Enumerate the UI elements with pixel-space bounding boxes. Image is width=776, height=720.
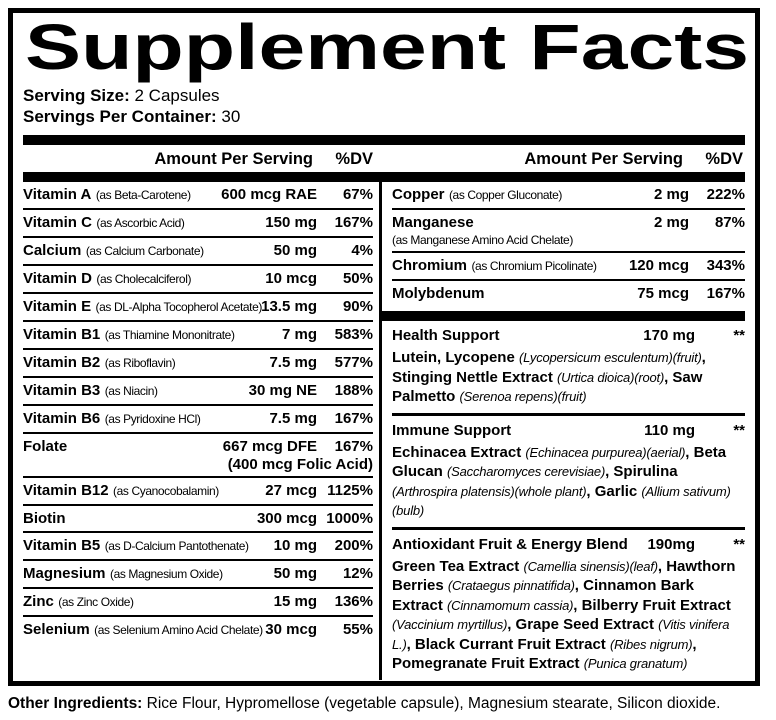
blend-ingredient-text: , Black Currant Fruit Extract xyxy=(406,635,610,653)
nutrient-row xyxy=(23,294,373,322)
nutrient-row-line xyxy=(23,438,373,456)
amount-per-serving-header: Amount Per Serving xyxy=(524,150,683,168)
nutrient-amount: 2 mg xyxy=(653,214,689,231)
blend-ingredient-text: , Stinging Nettle Extract xyxy=(392,349,706,386)
nutrient-row xyxy=(392,281,745,306)
divider-bar-under-header xyxy=(23,172,745,182)
blend-ingredient-text: , Saw Palmetto xyxy=(392,368,703,405)
svg-text:Supplement Facts: Supplement Facts xyxy=(25,17,749,83)
nutrient-name-cell xyxy=(392,214,650,232)
nutrient-amount: 30 mcg xyxy=(265,621,317,638)
nutrient-form: (as Chromium Picolinate) xyxy=(471,259,597,273)
blend-ingredient-text: , Beta Glucan xyxy=(392,443,727,480)
nutrient-dv: 167% xyxy=(334,438,373,455)
nutrient-dv: 12% xyxy=(342,565,373,582)
blend-amount: 110 mg xyxy=(644,421,695,439)
nutrient-name: Vitamin B12 xyxy=(23,482,109,499)
nutrient-form: (as Magnesium Oxide) xyxy=(109,567,223,581)
nutrient-name: Vitamin D xyxy=(23,270,92,287)
nutrient-name: Chromium xyxy=(392,257,467,274)
amount-per-serving-header: Amount Per Serving xyxy=(154,150,313,168)
nutrient-row-line xyxy=(23,621,373,640)
nutrient-name: Biotin xyxy=(23,510,66,527)
servings-per-container-label: Servings Per Container: xyxy=(23,107,217,126)
nutrient-form: (as Pyridoxine HCl) xyxy=(104,412,201,426)
nutrient-dv: 87% xyxy=(714,214,745,231)
nutrient-name: Magnesium xyxy=(23,565,106,582)
nutrient-row xyxy=(23,561,373,589)
nutrient-dv: 583% xyxy=(334,326,373,343)
nutrient-row xyxy=(23,533,373,561)
nutrient-row xyxy=(23,506,373,533)
servings-per-container-value: 30 xyxy=(221,107,241,126)
nutrient-row-line xyxy=(392,186,745,205)
nutrient-row-line xyxy=(23,326,373,345)
nutrient-row xyxy=(23,378,373,406)
nutrient-amount: 75 mcg xyxy=(637,285,689,302)
nutrient-amount: 2 mg xyxy=(653,186,689,203)
blend-dv: ** xyxy=(733,421,745,439)
nutrient-name: Vitamin C xyxy=(23,214,92,231)
nutrient-form: (as Zinc Oxide) xyxy=(58,595,134,609)
blend-ingredient-latin-name: (Echinacea purpurea)(aerial) xyxy=(525,444,686,460)
nutrient-name: Copper xyxy=(392,186,445,203)
nutrient-name: Vitamin A xyxy=(23,186,92,203)
nutrient-form: (as Riboflavin) xyxy=(104,356,176,370)
right-column-header xyxy=(382,150,745,169)
nutrient-dv: 343% xyxy=(706,257,745,274)
nutrient-row xyxy=(23,406,373,434)
nutrient-form: (as D-Calcium Pantothenate) xyxy=(104,539,249,553)
nutrient-name-cell xyxy=(23,186,217,205)
nutrient-form: (as Cyanocobalamin) xyxy=(113,484,219,498)
nutrient-dv: 90% xyxy=(342,298,373,315)
blend-amount: 190mg xyxy=(647,535,695,553)
nutrient-row-line xyxy=(392,257,745,276)
nutrient-row-line xyxy=(23,298,373,317)
blend-ingredient-latin-name: (Lycopersicum esculentum)(fruit) xyxy=(518,350,702,365)
nutrient-dv: 55% xyxy=(342,621,373,638)
blend-name: Immune Support xyxy=(392,421,512,439)
right-mineral-rows xyxy=(392,182,745,306)
nutrient-form: (as Calcium Carbonate) xyxy=(85,244,204,258)
blend-ingredient-latin-name: (Cinnamomum cassia) xyxy=(447,597,574,613)
table-header-row xyxy=(23,145,745,172)
nutrient-amount: 15 mg xyxy=(273,593,317,610)
nutrient-row-line xyxy=(392,285,745,303)
nutrient-row xyxy=(23,266,373,294)
blend-row xyxy=(392,321,745,416)
nutrient-name: Selenium xyxy=(23,621,90,638)
nutrient-name: Vitamin B5 xyxy=(23,537,101,554)
right-nutrient-column xyxy=(382,182,745,680)
nutrient-amount: 667 mcg DFE xyxy=(222,438,317,455)
nutrient-name: Calcium xyxy=(23,242,82,259)
nutrient-row xyxy=(23,322,373,350)
blend-header xyxy=(392,536,745,554)
blend-ingredient-latin-name: (Saccharomyces cerevisiae) xyxy=(447,464,606,479)
blend-ingredient-latin-name: (Serenoa repens)(fruit) xyxy=(459,389,587,404)
blend-ingredient-latin-name: (Ribes nigrum) xyxy=(609,636,693,652)
nutrient-name-cell xyxy=(23,242,270,261)
nutrient-row xyxy=(23,210,373,238)
blend-ingredient-text: , Grape Seed Extract xyxy=(507,616,659,633)
nutrient-name-cell xyxy=(392,285,633,303)
nutrient-name: Folate xyxy=(23,438,68,455)
serving-size-value: 2 Capsules xyxy=(134,86,220,105)
nutrient-form: (as Selenium Amino Acid Chelate) xyxy=(94,623,263,637)
blend-header xyxy=(392,422,745,440)
blend-ingredient-text: Lutein, Lycopene xyxy=(392,349,519,366)
nutrient-name: Vitamin B3 xyxy=(23,382,101,399)
nutrient-name: Vitamin B6 xyxy=(23,410,101,427)
nutrient-row xyxy=(23,182,373,210)
nutrient-name: Molybdenum xyxy=(392,285,485,302)
nutrient-name-cell xyxy=(23,326,278,345)
nutrient-dv: 167% xyxy=(334,410,373,427)
blend-ingredient-latin-name: (Crataegus pinnatifida) xyxy=(447,578,575,593)
nutrient-amount: 50 mg xyxy=(273,565,317,582)
nutrient-name-cell xyxy=(23,510,253,528)
nutrient-row xyxy=(23,238,373,266)
dv-header: %DV xyxy=(335,150,373,168)
blend-ingredient-latin-name: (Allium sativum)(bulb) xyxy=(392,483,731,518)
nutrient-dv: 577% xyxy=(334,354,373,371)
nutrient-row xyxy=(392,210,745,253)
nutrient-row-line xyxy=(392,214,745,232)
nutrient-name-cell xyxy=(23,298,262,317)
nutrient-row xyxy=(23,434,373,478)
nutrient-dv: 222% xyxy=(706,186,745,203)
blend-row xyxy=(392,416,745,530)
nutrient-form: (as Niacin) xyxy=(104,384,158,398)
page-title xyxy=(25,17,753,83)
nutrient-dv: 136% xyxy=(334,593,373,610)
dv-header: %DV xyxy=(705,150,743,168)
nutrient-form: (as DL-Alpha Tocopherol Acetate) xyxy=(95,300,262,314)
nutrient-row-line xyxy=(23,186,373,205)
blend-dv: ** xyxy=(733,327,745,344)
nutrient-name-cell xyxy=(23,354,265,373)
nutrient-name: Zinc xyxy=(23,593,54,610)
nutrient-form-line2: (as Manganese Amino Acid Chelate) xyxy=(392,232,573,247)
divider-bar-top xyxy=(23,135,745,145)
blend-ingredients xyxy=(392,348,745,407)
blend-ingredient-latin-name: (Camellia sinensis)(leaf) xyxy=(523,558,658,574)
blend-ingredient-latin-name: (Arthrospira platensis)(whole plant) xyxy=(392,483,587,499)
nutrient-amount: 30 mg NE xyxy=(248,382,317,399)
blend-ingredient-text: , Cinnamon Bark Extract xyxy=(392,577,694,614)
blend-ingredient-text: Green Tea Extract xyxy=(392,557,524,575)
nutrient-row-line xyxy=(23,482,373,501)
blend-ingredient-text: Echinacea Extract xyxy=(392,443,526,461)
nutrient-name-cell xyxy=(23,410,265,429)
blend-ingredient-text: , Hawthorn Berries xyxy=(392,557,736,594)
nutrient-name-cell xyxy=(23,621,261,640)
nutrient-amount: 10 mcg xyxy=(265,270,317,287)
nutrient-dv: 188% xyxy=(334,382,373,399)
nutrient-dv: 167% xyxy=(334,214,373,231)
nutrient-form: (as Thiamine Mononitrate) xyxy=(104,328,235,342)
servings-per-container-line xyxy=(23,106,745,127)
nutrient-name: Manganese xyxy=(392,214,474,231)
nutrient-amount: 300 mcg xyxy=(256,510,317,527)
nutrient-name-cell xyxy=(23,438,219,456)
nutrient-amount: 7 mg xyxy=(281,326,317,343)
blend-ingredients xyxy=(392,443,745,521)
nutrient-row-line xyxy=(23,214,373,233)
other-ingredients-label: Other Ingredients: xyxy=(8,695,143,712)
blend-row xyxy=(392,530,745,680)
nutrient-name-cell xyxy=(23,382,245,401)
nutrient-columns xyxy=(23,182,745,680)
nutrient-amount: 50 mg xyxy=(273,242,317,259)
blend-name: Health Support xyxy=(392,327,500,344)
blend-ingredient-text: , Pomegranate Fruit Extract xyxy=(392,635,697,672)
nutrient-form: (as Beta-Carotene) xyxy=(95,188,191,202)
divider-bar-bottom xyxy=(17,686,751,687)
nutrient-amount: 10 mg xyxy=(273,537,317,554)
nutrient-amount: 120 mcg xyxy=(628,257,689,274)
blend-ingredient-latin-name: (Vitis vinifera L.) xyxy=(392,617,730,652)
nutrient-dv: 4% xyxy=(351,242,373,259)
nutrient-dv: 1125% xyxy=(327,482,373,499)
nutrient-row-line xyxy=(23,537,373,556)
serving-size-label: Serving Size: xyxy=(23,86,130,105)
blend-amount: 170 mg xyxy=(643,327,695,344)
nutrient-amount: 27 mcg xyxy=(265,482,317,499)
supplement-facts-panel xyxy=(8,8,760,686)
nutrient-name: Vitamin B1 xyxy=(23,326,101,343)
other-ingredients-line xyxy=(8,694,772,714)
nutrient-amount: 7.5 mg xyxy=(269,354,317,371)
nutrient-name-cell xyxy=(23,214,261,233)
nutrient-row xyxy=(23,617,373,643)
nutrient-name-cell xyxy=(392,257,625,276)
nutrient-row-line xyxy=(23,242,373,261)
nutrient-form: (as Copper Gluconate) xyxy=(448,188,562,202)
nutrient-name-cell xyxy=(23,482,261,501)
nutrient-row xyxy=(392,182,745,210)
nutrient-form: (as Cholecalciferol) xyxy=(96,272,192,286)
nutrient-row xyxy=(23,589,373,617)
nutrient-amount: 600 mcg RAE xyxy=(221,186,317,203)
nutrient-row-line xyxy=(23,354,373,373)
nutrient-dv: 200% xyxy=(334,537,373,554)
nutrient-row-line xyxy=(23,593,373,612)
nutrient-dv: 50% xyxy=(342,270,373,287)
nutrient-amount: 150 mg xyxy=(265,214,317,231)
blend-ingredient-latin-name: (Urtica dioica)(root) xyxy=(557,369,665,385)
nutrient-amount-line2: (400 mcg Folic Acid) xyxy=(227,455,373,473)
blend-ingredients xyxy=(392,557,745,674)
nutrient-name-cell xyxy=(23,270,261,289)
nutrient-row-line xyxy=(23,565,373,584)
nutrient-name-cell xyxy=(23,537,270,556)
nutrient-name-cell xyxy=(23,565,270,584)
left-column-header xyxy=(23,150,379,169)
nutrient-row xyxy=(23,350,373,378)
blend-ingredient-text: , Spirulina xyxy=(605,463,678,480)
nutrient-name: Vitamin E xyxy=(23,298,92,315)
nutrient-name-cell xyxy=(392,186,650,205)
divider-bar-blends xyxy=(382,311,745,321)
blend-header xyxy=(392,327,745,345)
blend-name: Antioxidant Fruit & Energy Blend xyxy=(392,535,628,553)
other-ingredients-text: Rice Flour, Hypromellose (vegetable capsule), Magnesium stearate, Silicon dioxide. xyxy=(146,695,721,712)
nutrient-dv: 167% xyxy=(706,285,745,302)
serving-size-line xyxy=(23,85,745,106)
blend-ingredient-text: , Garlic xyxy=(586,482,642,500)
nutrient-amount: 13.5 mg xyxy=(261,298,317,315)
nutrient-row-line xyxy=(23,510,373,528)
nutrient-row-line xyxy=(23,410,373,429)
nutrient-name-cell xyxy=(23,593,270,612)
blend-dv: ** xyxy=(733,535,745,553)
blend-ingredient-text: , Bilberry Fruit Extract xyxy=(573,596,731,614)
nutrient-row-line xyxy=(23,270,373,289)
blend-section xyxy=(392,321,745,680)
nutrient-dv: 67% xyxy=(342,186,373,203)
nutrient-row xyxy=(392,253,745,281)
nutrient-dv: 1000% xyxy=(326,510,373,527)
left-nutrient-column xyxy=(23,182,379,680)
nutrient-amount: 7.5 mg xyxy=(269,410,317,427)
nutrient-row xyxy=(23,478,373,506)
nutrient-row-line xyxy=(23,382,373,401)
nutrient-form: (as Ascorbic Acid) xyxy=(96,216,185,230)
blend-ingredient-latin-name: (Punica granatum) xyxy=(583,656,688,671)
nutrient-name: Vitamin B2 xyxy=(23,354,101,371)
blend-ingredient-latin-name: (Vaccinium myrtillus) xyxy=(392,617,508,632)
